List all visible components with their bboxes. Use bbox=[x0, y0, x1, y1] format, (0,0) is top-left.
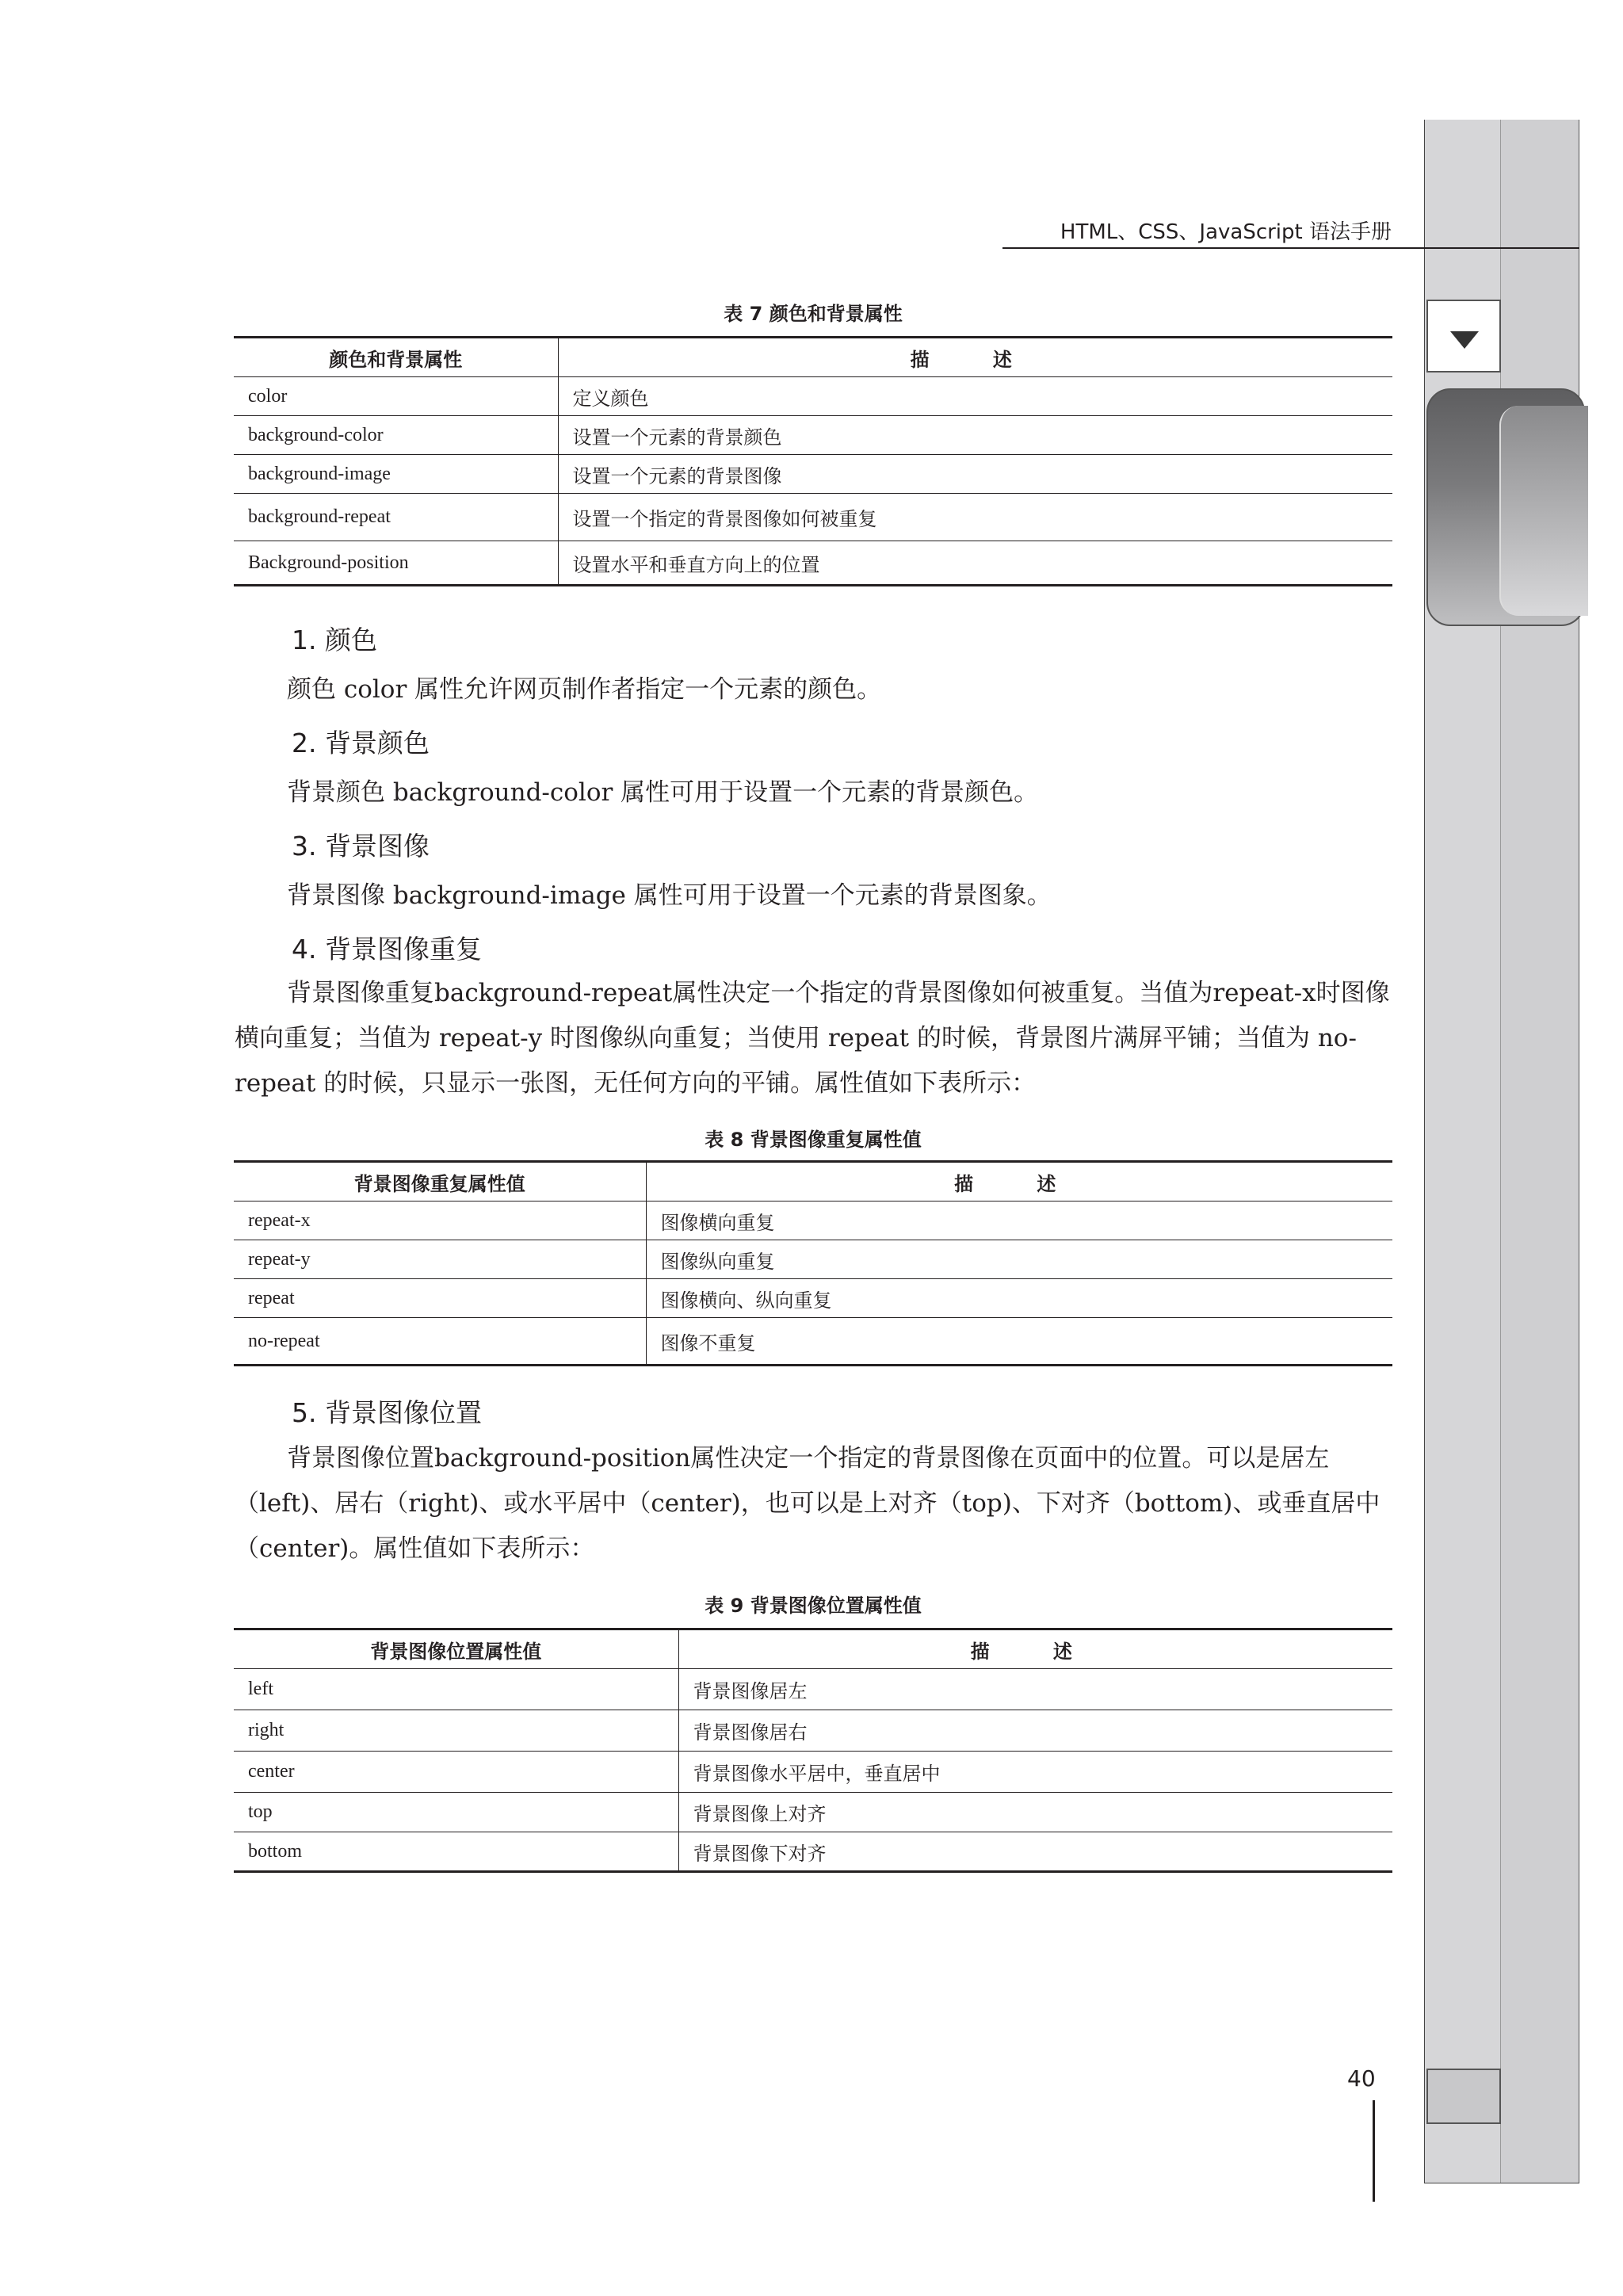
table-row bbox=[234, 494, 1392, 541]
table-cell: 背景图像上对齐 bbox=[678, 1793, 1392, 1832]
table-cell: background-repeat bbox=[234, 494, 558, 541]
table-cell: 设置水平和垂直方向上的位置 bbox=[558, 541, 1392, 586]
table-row bbox=[234, 455, 1392, 494]
table-cell: 图像横向重复 bbox=[646, 1201, 1392, 1240]
table-cell: 设置一个指定的背景图像如何被重复 bbox=[558, 494, 1392, 541]
table-caption: 表 8 背景图像重复属性值 bbox=[705, 1129, 922, 1151]
table-row bbox=[234, 1793, 1392, 1832]
table-header-cell: 背景图像重复属性值 bbox=[234, 1162, 646, 1201]
table-header-cell: 背景图像位置属性值 bbox=[234, 1629, 678, 1669]
table-cell: 设置一个元素的背景图像 bbox=[558, 455, 1392, 494]
arrow-box bbox=[1426, 300, 1501, 372]
table-cell: no-repeat bbox=[234, 1318, 646, 1366]
table-cell: Background-position bbox=[234, 541, 558, 586]
table-cell: repeat bbox=[234, 1279, 646, 1318]
table-cell: 图像纵向重复 bbox=[646, 1240, 1392, 1279]
table-header-cell: 描 述 bbox=[646, 1162, 1392, 1201]
table-cell: left bbox=[234, 1669, 678, 1710]
table-header-row bbox=[234, 1162, 1392, 1201]
table-cell: 背景图像水平居中，垂直居中 bbox=[678, 1752, 1392, 1793]
running-header: HTML、CSS、JavaScript 语法手册 bbox=[1060, 220, 1392, 244]
table-cell: background-image bbox=[234, 455, 558, 494]
table-cell: 定义颜色 bbox=[558, 377, 1392, 416]
section-heading: 5. 背景图像位置 bbox=[292, 1397, 482, 1428]
chapter-tab bbox=[1426, 388, 1585, 626]
table-cell: 背景图像居左 bbox=[678, 1669, 1392, 1710]
table-row bbox=[234, 416, 1392, 455]
section-heading: 1. 颜色 bbox=[292, 625, 377, 655]
section-heading: 4. 背景图像重复 bbox=[292, 934, 482, 965]
table-row bbox=[234, 377, 1392, 416]
table-header-row bbox=[234, 338, 1392, 377]
table-caption: 表 7 颜色和背景属性 bbox=[724, 303, 903, 325]
chapter-tab-inner bbox=[1499, 406, 1588, 616]
table-row bbox=[234, 1669, 1392, 1710]
table-row bbox=[234, 1201, 1392, 1240]
table-header-cell: 颜色和背景属性 bbox=[234, 338, 558, 377]
table-header-row bbox=[234, 1629, 1392, 1669]
table-background-position bbox=[234, 1628, 1392, 1873]
table-cell: 背景图像下对齐 bbox=[678, 1832, 1392, 1872]
section-text: 背景图像 background-image 属性可用于设置一个元素的背景图象。 bbox=[287, 881, 1052, 910]
section-paragraph: 背景图像位置background-position属性决定一个指定的背景图像在页面中的位置。可以是居左（left)、居右（right)、或水平居中（center)，也可以是上对齐（top)、下对齐（bottom)、或垂直居中（center)。属性值如下表所示： bbox=[235, 1444, 1381, 1563]
table-cell: 图像不重复 bbox=[646, 1318, 1392, 1366]
page-number-rule bbox=[1373, 2100, 1375, 2202]
table-cell: repeat-x bbox=[234, 1201, 646, 1240]
section-heading: 2. 背景颜色 bbox=[292, 728, 430, 758]
table-cell: background-color bbox=[234, 416, 558, 455]
table-caption: 表 9 背景图像位置属性值 bbox=[705, 1595, 922, 1617]
section-text: 颜色 color 属性允许网页制作者指定一个元素的颜色。 bbox=[287, 675, 882, 704]
table-cell: center bbox=[234, 1752, 678, 1793]
table-header-cell: 描 述 bbox=[558, 338, 1392, 377]
table-cell: bottom bbox=[234, 1832, 678, 1872]
table-cell: top bbox=[234, 1793, 678, 1832]
section-text: 背景颜色 background-color 属性可用于设置一个元素的背景颜色。 bbox=[287, 778, 1039, 807]
side-strip-edge bbox=[1424, 120, 1425, 2183]
table-background-repeat bbox=[234, 1160, 1392, 1366]
triangle-down-icon bbox=[1450, 331, 1479, 349]
section-heading: 3. 背景图像 bbox=[292, 831, 430, 861]
table-header-cell: 描 述 bbox=[678, 1629, 1392, 1669]
page-number-box bbox=[1426, 2069, 1501, 2124]
table-cell: right bbox=[234, 1710, 678, 1752]
table-row bbox=[234, 1832, 1392, 1872]
table-row bbox=[234, 1752, 1392, 1793]
page-number: 40 bbox=[1347, 2065, 1376, 2092]
table-row bbox=[234, 1318, 1392, 1366]
table-cell: 图像横向、纵向重复 bbox=[646, 1279, 1392, 1318]
table-cell: repeat-y bbox=[234, 1240, 646, 1279]
section-paragraph: 背景图像重复background-repeat属性决定一个指定的背景图像如何被重复。当值为repeat-x时图像横向重复；当值为 repeat-y 时图像纵向重复；当使用 repeat 的时候，背景图片满屏平铺；当值为 no-repeat 的时候，只显示一张图，无任何方向的平铺。属性值如下表所示： bbox=[235, 979, 1390, 1098]
table-row bbox=[234, 541, 1392, 586]
table-row bbox=[234, 1710, 1392, 1752]
table-cell: color bbox=[234, 377, 558, 416]
table-color-background bbox=[234, 336, 1392, 586]
table-row bbox=[234, 1240, 1392, 1279]
table-cell: 背景图像居右 bbox=[678, 1710, 1392, 1752]
table-cell: 设置一个元素的背景颜色 bbox=[558, 416, 1392, 455]
header-rule bbox=[1002, 247, 1579, 249]
table-row bbox=[234, 1279, 1392, 1318]
